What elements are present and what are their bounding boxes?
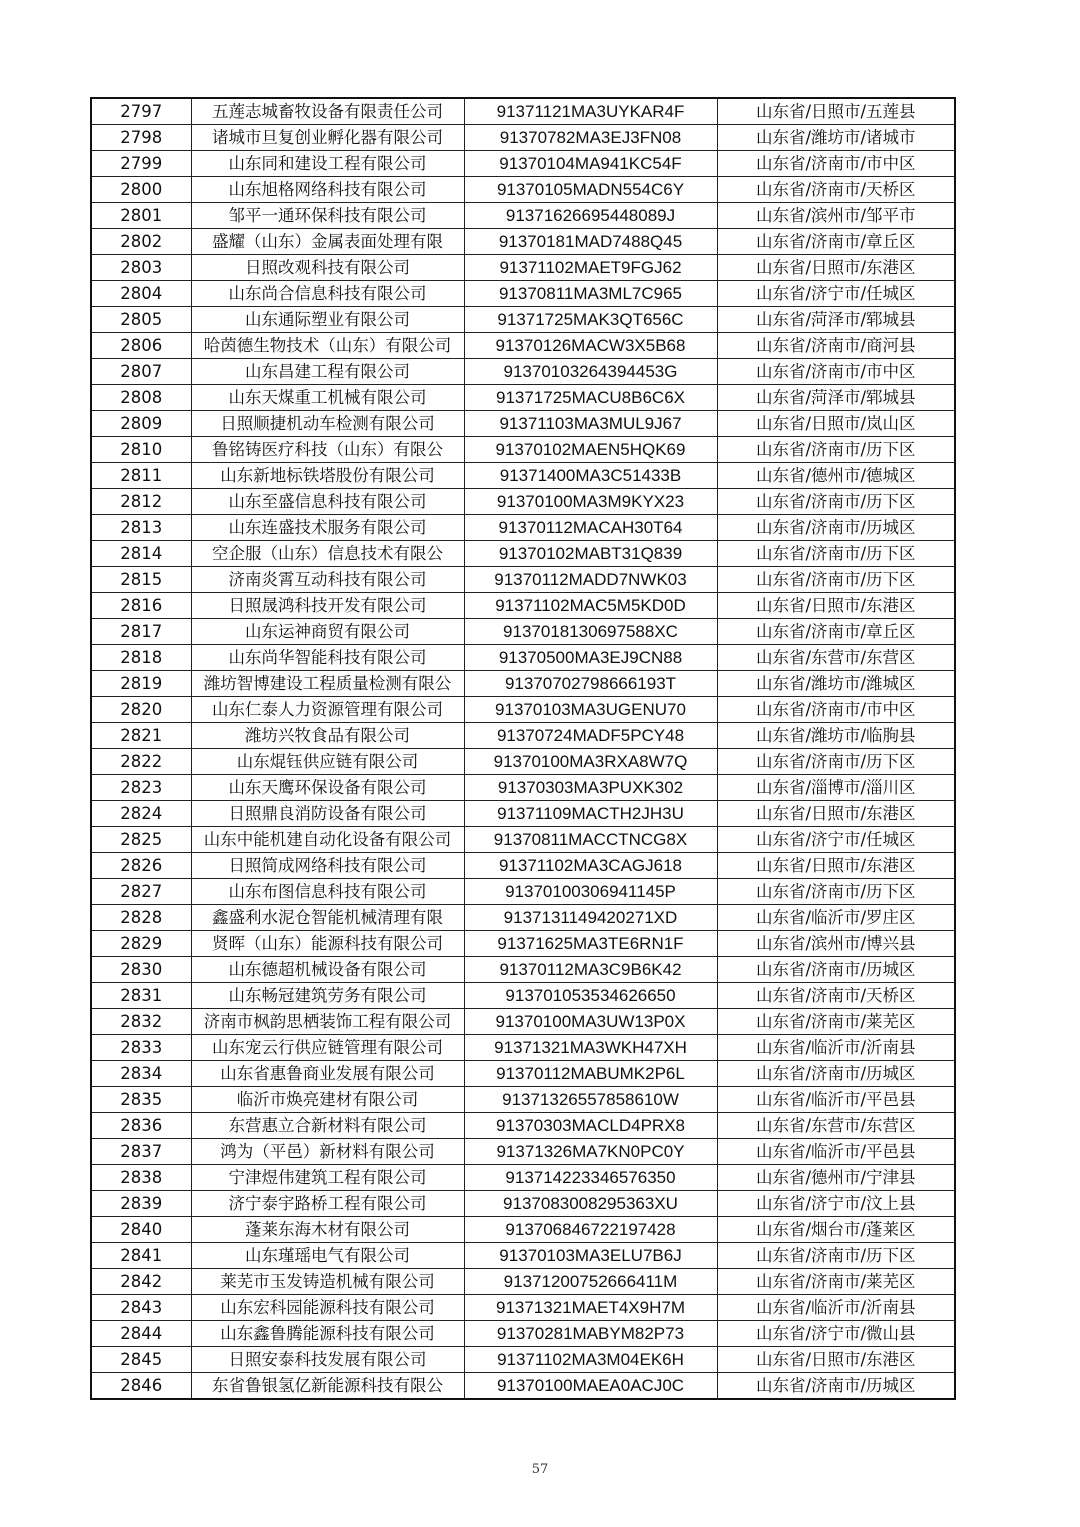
table-row bbox=[91, 1269, 955, 1295]
table-row bbox=[91, 489, 955, 515]
credit-code: 91370102MABT31Q839 bbox=[464, 541, 717, 567]
company-name: 贤晖（山东）能源科技有限公司 bbox=[191, 931, 464, 957]
region: 山东省/济南市/市中区 bbox=[717, 151, 955, 177]
row-number: 2836 bbox=[91, 1113, 191, 1139]
table-row bbox=[91, 723, 955, 749]
row-number: 2837 bbox=[91, 1139, 191, 1165]
row-number: 2806 bbox=[91, 333, 191, 359]
credit-code: 91371625MA3TE6RN1F bbox=[464, 931, 717, 957]
credit-code: 91371102MAET9FGJ62 bbox=[464, 255, 717, 281]
row-number: 2838 bbox=[91, 1165, 191, 1191]
region: 山东省/济宁市/微山县 bbox=[717, 1321, 955, 1347]
region: 山东省/济南市/商河县 bbox=[717, 333, 955, 359]
company-name: 山东连盛技术服务有限公司 bbox=[191, 515, 464, 541]
credit-code: 91370500MA3EJ9CN88 bbox=[464, 645, 717, 671]
row-number: 2820 bbox=[91, 697, 191, 723]
credit-code: 91371725MAK3QT656C bbox=[464, 307, 717, 333]
row-number: 2816 bbox=[91, 593, 191, 619]
region: 山东省/德州市/德城区 bbox=[717, 463, 955, 489]
company-table bbox=[90, 97, 956, 1400]
table-row bbox=[91, 619, 955, 645]
credit-code: 91370100306941145P bbox=[464, 879, 717, 905]
table-row bbox=[91, 1373, 955, 1400]
company-name: 山东运神商贸有限公司 bbox=[191, 619, 464, 645]
company-name: 山东瑾瑶电气有限公司 bbox=[191, 1243, 464, 1269]
region: 山东省/滨州市/邹平市 bbox=[717, 203, 955, 229]
company-name: 盛耀（山东）金属表面处理有限 bbox=[191, 229, 464, 255]
credit-code: 91371200752666411M bbox=[464, 1269, 717, 1295]
table-row bbox=[91, 957, 955, 983]
region: 山东省/济南市/市中区 bbox=[717, 697, 955, 723]
row-number: 2846 bbox=[91, 1373, 191, 1400]
credit-code: 91371321MA3WKH47XH bbox=[464, 1035, 717, 1061]
region: 山东省/济南市/历下区 bbox=[717, 541, 955, 567]
region: 山东省/济南市/历下区 bbox=[717, 879, 955, 905]
credit-code: 91371103MA3MUL9J67 bbox=[464, 411, 717, 437]
region: 山东省/济南市/历城区 bbox=[717, 1373, 955, 1400]
company-name: 东省鲁银氢亿新能源科技有限公 bbox=[191, 1373, 464, 1400]
region: 山东省/济南市/历城区 bbox=[717, 1061, 955, 1087]
credit-code: 91370104MA941KC54F bbox=[464, 151, 717, 177]
row-number: 2818 bbox=[91, 645, 191, 671]
table-row bbox=[91, 385, 955, 411]
credit-code: 91371109MACTH2JH3U bbox=[464, 801, 717, 827]
table-row bbox=[91, 593, 955, 619]
company-name: 山东宏科园能源科技有限公司 bbox=[191, 1295, 464, 1321]
table-row bbox=[91, 1347, 955, 1373]
company-name: 山东昌建工程有限公司 bbox=[191, 359, 464, 385]
credit-code: 91370100MA3UW13P0X bbox=[464, 1009, 717, 1035]
company-name: 山东旭格网络科技有限公司 bbox=[191, 177, 464, 203]
table-row bbox=[91, 255, 955, 281]
table-row bbox=[91, 177, 955, 203]
table-row bbox=[91, 333, 955, 359]
table-row bbox=[91, 1321, 955, 1347]
company-name: 山东新地标铁塔股份有限公司 bbox=[191, 463, 464, 489]
region: 山东省/济南市/莱芜区 bbox=[717, 1269, 955, 1295]
row-number: 2841 bbox=[91, 1243, 191, 1269]
credit-code: 91370112MACAH30T64 bbox=[464, 515, 717, 541]
credit-code: 91370112MABUMK2P6L bbox=[464, 1061, 717, 1087]
row-number: 2799 bbox=[91, 151, 191, 177]
company-table-body bbox=[91, 98, 955, 1399]
row-number: 2832 bbox=[91, 1009, 191, 1035]
credit-code: 91370811MACCTNCG8X bbox=[464, 827, 717, 853]
region: 山东省/临沂市/沂南县 bbox=[717, 1295, 955, 1321]
region: 山东省/济南市/历城区 bbox=[717, 515, 955, 541]
table-row bbox=[91, 203, 955, 229]
region: 山东省/烟台市/蓬莱区 bbox=[717, 1217, 955, 1243]
company-name: 山东通际塑业有限公司 bbox=[191, 307, 464, 333]
credit-code: 91370126MACW3X5B68 bbox=[464, 333, 717, 359]
row-number: 2823 bbox=[91, 775, 191, 801]
region: 山东省/东营市/东营区 bbox=[717, 645, 955, 671]
table-row bbox=[91, 1113, 955, 1139]
table-row bbox=[91, 281, 955, 307]
row-number: 2813 bbox=[91, 515, 191, 541]
region: 山东省/菏泽市/郓城县 bbox=[717, 385, 955, 411]
table-row bbox=[91, 411, 955, 437]
row-number: 2821 bbox=[91, 723, 191, 749]
company-name: 山东布图信息科技有限公司 bbox=[191, 879, 464, 905]
table-row bbox=[91, 1035, 955, 1061]
credit-code: 91371326MA7KN0PC0Y bbox=[464, 1139, 717, 1165]
region: 山东省/济宁市/汶上县 bbox=[717, 1191, 955, 1217]
region: 山东省/济南市/天桥区 bbox=[717, 177, 955, 203]
row-number: 2840 bbox=[91, 1217, 191, 1243]
row-number: 2842 bbox=[91, 1269, 191, 1295]
credit-code: 91370102MAEN5HQK69 bbox=[464, 437, 717, 463]
company-name: 山东尚合信息科技有限公司 bbox=[191, 281, 464, 307]
company-name: 临沂市焕亮建材有限公司 bbox=[191, 1087, 464, 1113]
credit-code: 91370112MADD7NWK03 bbox=[464, 567, 717, 593]
row-number: 2835 bbox=[91, 1087, 191, 1113]
company-name: 蓬莱东海木材有限公司 bbox=[191, 1217, 464, 1243]
table-row bbox=[91, 1087, 955, 1113]
credit-code: 913701053534626650 bbox=[464, 983, 717, 1009]
row-number: 2824 bbox=[91, 801, 191, 827]
company-name: 山东鑫鲁腾能源科技有限公司 bbox=[191, 1321, 464, 1347]
company-name: 莱芜市玉发铸造机械有限公司 bbox=[191, 1269, 464, 1295]
region: 山东省/临沂市/平邑县 bbox=[717, 1087, 955, 1113]
region: 山东省/济宁市/任城区 bbox=[717, 281, 955, 307]
row-number: 2802 bbox=[91, 229, 191, 255]
region: 山东省/济南市/章丘区 bbox=[717, 229, 955, 255]
credit-code: 91371626695448089J bbox=[464, 203, 717, 229]
table-row bbox=[91, 463, 955, 489]
credit-code: 91370103MA3UGENU70 bbox=[464, 697, 717, 723]
company-name: 邹平一通环保科技有限公司 bbox=[191, 203, 464, 229]
region: 山东省/临沂市/平邑县 bbox=[717, 1139, 955, 1165]
table-row bbox=[91, 671, 955, 697]
company-name: 鑫盛利水泥仓智能机械清理有限 bbox=[191, 905, 464, 931]
company-name: 山东中能机建自动化设备有限公司 bbox=[191, 827, 464, 853]
region: 山东省/德州市/宁津县 bbox=[717, 1165, 955, 1191]
table-row bbox=[91, 1061, 955, 1087]
company-name: 山东焜钰供应链有限公司 bbox=[191, 749, 464, 775]
company-name: 鸿为（平邑）新材料有限公司 bbox=[191, 1139, 464, 1165]
row-number: 2803 bbox=[91, 255, 191, 281]
table-row bbox=[91, 931, 955, 957]
region: 山东省/菏泽市/郓城县 bbox=[717, 307, 955, 333]
company-name: 山东至盛信息科技有限公司 bbox=[191, 489, 464, 515]
company-name: 山东宠云行供应链管理有限公司 bbox=[191, 1035, 464, 1061]
table-row bbox=[91, 749, 955, 775]
row-number: 2819 bbox=[91, 671, 191, 697]
credit-code: 913701032643944​53G bbox=[464, 359, 717, 385]
row-number: 2825 bbox=[91, 827, 191, 853]
credit-code: 91370811MA3ML7C965 bbox=[464, 281, 717, 307]
region: 山东省/潍坊市/诸城市 bbox=[717, 125, 955, 151]
credit-code: 91370303MA3PUXK302 bbox=[464, 775, 717, 801]
credit-code: 9137083008295363XU bbox=[464, 1191, 717, 1217]
row-number: 2831 bbox=[91, 983, 191, 1009]
region: 山东省/济南市/历下区 bbox=[717, 749, 955, 775]
credit-code: 91371102MAC5M5KD0D bbox=[464, 593, 717, 619]
credit-code: 91370105MADN554C6Y bbox=[464, 177, 717, 203]
company-name: 鲁铭铸医疗科技（山东）有限公 bbox=[191, 437, 464, 463]
table-row bbox=[91, 1217, 955, 1243]
region: 山东省/济南市/章丘区 bbox=[717, 619, 955, 645]
company-name: 宁津煜伟建筑工程有限公司 bbox=[191, 1165, 464, 1191]
row-number: 2834 bbox=[91, 1061, 191, 1087]
credit-code: 9137131149420271XD bbox=[464, 905, 717, 931]
table-row bbox=[91, 983, 955, 1009]
row-number: 2809 bbox=[91, 411, 191, 437]
table-row bbox=[91, 1139, 955, 1165]
region: 山东省/济南市/历下区 bbox=[717, 489, 955, 515]
company-name: 诸城市旦复创业孵化器有限公司 bbox=[191, 125, 464, 151]
row-number: 2845 bbox=[91, 1347, 191, 1373]
company-name: 日照改观科技有限公司 bbox=[191, 255, 464, 281]
region: 山东省/济宁市/任城区 bbox=[717, 827, 955, 853]
row-number: 2810 bbox=[91, 437, 191, 463]
company-name: 日照安泰科技发展有限公司 bbox=[191, 1347, 464, 1373]
company-name: 济南市枫韵思栖装饰工程有限公司 bbox=[191, 1009, 464, 1035]
credit-code: 91370303MACLD4PRX8 bbox=[464, 1113, 717, 1139]
company-name: 山东同和建设工程有限公司 bbox=[191, 151, 464, 177]
row-number: 2822 bbox=[91, 749, 191, 775]
credit-code: 91370281MABYM82P73 bbox=[464, 1321, 717, 1347]
table-row bbox=[91, 905, 955, 931]
region: 山东省/济南市/历城区 bbox=[717, 957, 955, 983]
row-number: 2808 bbox=[91, 385, 191, 411]
credit-code: 91371102MA3CAGJ618 bbox=[464, 853, 717, 879]
region: 山东省/济南市/天桥区 bbox=[717, 983, 955, 1009]
table-row bbox=[91, 1165, 955, 1191]
region: 山东省/潍坊市/临朐县 bbox=[717, 723, 955, 749]
table-row bbox=[91, 1191, 955, 1217]
region: 山东省/临沂市/罗庄区 bbox=[717, 905, 955, 931]
table-row bbox=[91, 541, 955, 567]
credit-code: 91370100MA3RXA8W7Q bbox=[464, 749, 717, 775]
table-row bbox=[91, 645, 955, 671]
page-number: 57 bbox=[531, 1462, 549, 1477]
region: 山东省/临沂市/沂南县 bbox=[717, 1035, 955, 1061]
table-row bbox=[91, 359, 955, 385]
table-row bbox=[91, 1009, 955, 1035]
credit-code: 9137018130697588XC bbox=[464, 619, 717, 645]
row-number: 2812 bbox=[91, 489, 191, 515]
table-row bbox=[91, 567, 955, 593]
row-number: 2844 bbox=[91, 1321, 191, 1347]
company-name: 哈茵德生物技术（山东）有限公司 bbox=[191, 333, 464, 359]
region: 山东省/日照市/五莲县 bbox=[717, 98, 955, 125]
company-name: 日照晟鸿科技开发有限公司 bbox=[191, 593, 464, 619]
credit-code: 91371400MA3C51433B bbox=[464, 463, 717, 489]
row-number: 2817 bbox=[91, 619, 191, 645]
table-row bbox=[91, 437, 955, 463]
row-number: 2827 bbox=[91, 879, 191, 905]
company-name: 东营惠立合新材料有限公司 bbox=[191, 1113, 464, 1139]
row-number: 2839 bbox=[91, 1191, 191, 1217]
row-number: 2826 bbox=[91, 853, 191, 879]
row-number: 2800 bbox=[91, 177, 191, 203]
company-name: 山东仁泰人力资源管理有限公司 bbox=[191, 697, 464, 723]
company-name: 山东德超机械设备有限公司 bbox=[191, 957, 464, 983]
company-name: 日照顺捷机动车检测有限公司 bbox=[191, 411, 464, 437]
region: 山东省/日照市/岚山区 bbox=[717, 411, 955, 437]
region: 山东省/济南市/历下区 bbox=[717, 567, 955, 593]
company-name: 日照鼎良消防设备有限公司 bbox=[191, 801, 464, 827]
row-number: 2807 bbox=[91, 359, 191, 385]
row-number: 2814 bbox=[91, 541, 191, 567]
credit-code: 91370724MADF5PCY48 bbox=[464, 723, 717, 749]
row-number: 2811 bbox=[91, 463, 191, 489]
table-row bbox=[91, 879, 955, 905]
region: 山东省/潍坊市/潍城区 bbox=[717, 671, 955, 697]
company-name: 山东省惠鲁商业发展有限公司 bbox=[191, 1061, 464, 1087]
credit-code: 91371326557858610W bbox=[464, 1087, 717, 1113]
credit-code: 91370702798666193T bbox=[464, 671, 717, 697]
company-name: 五莲志城畜牧设备有限责任公司 bbox=[191, 98, 464, 125]
row-number: 2801 bbox=[91, 203, 191, 229]
credit-code: 91370100MA3M9KYX23 bbox=[464, 489, 717, 515]
table-row bbox=[91, 697, 955, 723]
credit-code: 91371121MA3UYKAR4F bbox=[464, 98, 717, 125]
credit-code: 91370100MAEA0ACJ0C bbox=[464, 1373, 717, 1400]
table-row bbox=[91, 307, 955, 333]
row-number: 2798 bbox=[91, 125, 191, 151]
table-row bbox=[91, 515, 955, 541]
credit-code: 913706846722197428 bbox=[464, 1217, 717, 1243]
table-row bbox=[91, 151, 955, 177]
table-row bbox=[91, 801, 955, 827]
region: 山东省/济南市/莱芜区 bbox=[717, 1009, 955, 1035]
table-row bbox=[91, 1243, 955, 1269]
row-number: 2797 bbox=[91, 98, 191, 125]
company-name: 潍坊智博建设工程质量检测有限公 bbox=[191, 671, 464, 697]
table-row bbox=[91, 98, 955, 125]
credit-code: 91370782MA3EJ3FN08 bbox=[464, 125, 717, 151]
region: 山东省/淄博市/淄川区 bbox=[717, 775, 955, 801]
company-name: 济宁泰宇路桥工程有限公司 bbox=[191, 1191, 464, 1217]
region: 山东省/济南市/市中区 bbox=[717, 359, 955, 385]
region: 山东省/济南市/历下区 bbox=[717, 437, 955, 463]
row-number: 2828 bbox=[91, 905, 191, 931]
table-row bbox=[91, 775, 955, 801]
company-name: 日照简成网络科技有限公司 bbox=[191, 853, 464, 879]
credit-code: 91370112MA3C9B6K42 bbox=[464, 957, 717, 983]
table-row bbox=[91, 827, 955, 853]
table-row bbox=[91, 853, 955, 879]
region: 山东省/东营市/东营区 bbox=[717, 1113, 955, 1139]
company-name: 山东尚华智能科技有限公司 bbox=[191, 645, 464, 671]
region: 山东省/滨州市/博兴县 bbox=[717, 931, 955, 957]
row-number: 2833 bbox=[91, 1035, 191, 1061]
table-row bbox=[91, 125, 955, 151]
row-number: 2829 bbox=[91, 931, 191, 957]
credit-code: 91371102MA3M04EK6H bbox=[464, 1347, 717, 1373]
credit-code: 913714223346576350 bbox=[464, 1165, 717, 1191]
company-name: 山东畅冠建筑劳务有限公司 bbox=[191, 983, 464, 1009]
row-number: 2805 bbox=[91, 307, 191, 333]
company-name: 山东天煤重工机械有限公司 bbox=[191, 385, 464, 411]
company-name: 山东天鹰环保设备有限公司 bbox=[191, 775, 464, 801]
credit-code: 91371321MAET4X9H7M bbox=[464, 1295, 717, 1321]
row-number: 2830 bbox=[91, 957, 191, 983]
row-number: 2815 bbox=[91, 567, 191, 593]
company-name: 空企服（山东）信息技术有限公 bbox=[191, 541, 464, 567]
company-table-wrapper bbox=[90, 97, 954, 1400]
row-number: 2843 bbox=[91, 1295, 191, 1321]
region: 山东省/日照市/东港区 bbox=[717, 853, 955, 879]
table-row bbox=[91, 1295, 955, 1321]
table-row bbox=[91, 229, 955, 255]
credit-code: 91370181MAD7488Q45 bbox=[464, 229, 717, 255]
row-number: 2804 bbox=[91, 281, 191, 307]
company-name: 潍坊兴牧食品有限公司 bbox=[191, 723, 464, 749]
region: 山东省/日照市/东港区 bbox=[717, 801, 955, 827]
credit-code: 91370103MA3ELU7B6J bbox=[464, 1243, 717, 1269]
company-name: 济南炎霄互动科技有限公司 bbox=[191, 567, 464, 593]
region: 山东省/日照市/东港区 bbox=[717, 255, 955, 281]
region: 山东省/日照市/东港区 bbox=[717, 593, 955, 619]
credit-code: 91371725MACU8B6C6X bbox=[464, 385, 717, 411]
region: 山东省/济南市/历下区 bbox=[717, 1243, 955, 1269]
region: 山东省/日照市/东港区 bbox=[717, 1347, 955, 1373]
